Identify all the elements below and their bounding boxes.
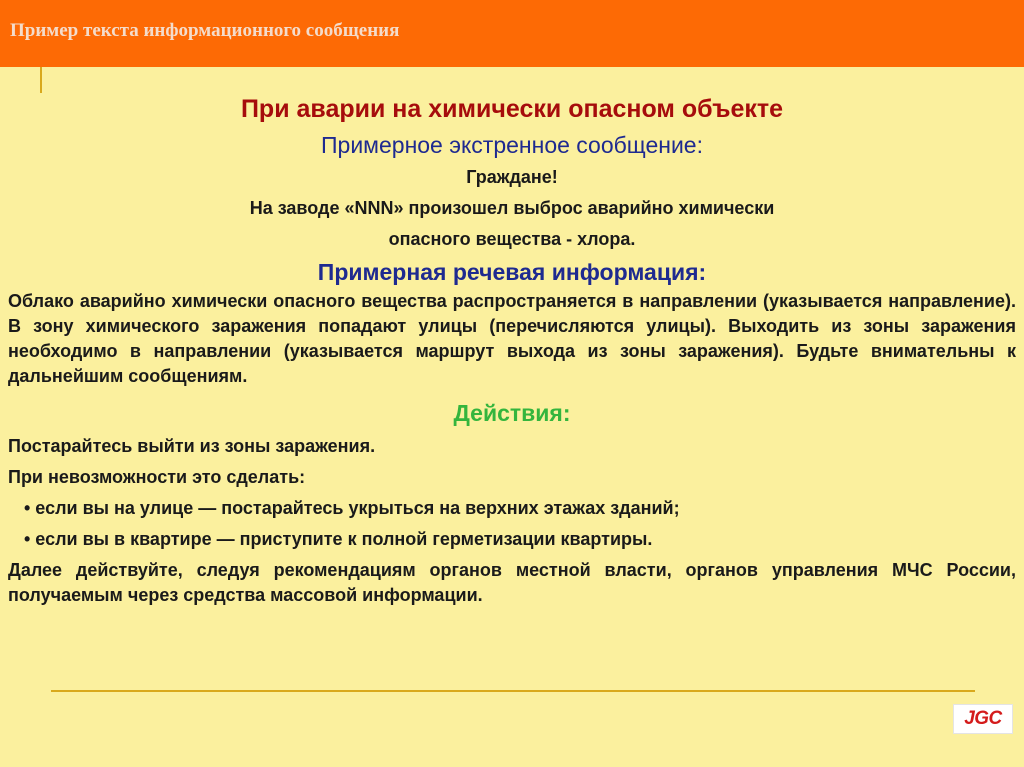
closing-text: Далее действуйте, следуя рекомендациям органов местной власти, органов управления МЧС России, получаемым через средства массовой информации. (8, 560, 1016, 605)
logo-text: JGC (964, 708, 1002, 729)
bullet-item-apartment: • если вы в квартире — приступите к полной герметизации квартиры. (24, 529, 653, 549)
main-heading: При аварии на химически опасном объекте (240, 95, 784, 123)
message-line-1: На заводе «NNN» произошел выброс аварийно химически (249, 198, 775, 218)
footer-divider (51, 690, 975, 692)
action-item-2: При невозможности это сделать: (8, 467, 306, 487)
header-bar (0, 0, 1024, 67)
action-item-1: Постарайтесь выйти из зоны заражения. (8, 436, 376, 456)
speech-info-title: Примерная речевая информация: (317, 259, 707, 285)
message-line-2: опасного вещества - хлора. (388, 229, 636, 249)
speech-info-text: Облако аварийно химически опасного вещества распространяется в направлении (указывается направление). В зону химического заражения попадают улицы (перечисляются улицы). Выходить из зоны заражения необходимо в направлении (указывается маршрут выхода из зоны заражения). Будьте внимательны к дальнейшим сообщениям. (8, 291, 1016, 386)
jgc-logo (953, 704, 1013, 734)
greeting-text: Граждане! (466, 167, 558, 187)
emergency-message-title: Примерное экстренное сообщение: (321, 132, 703, 158)
slide-header-title: Пример текста информационного сообщения (10, 20, 400, 41)
actions-title: Действия: (453, 400, 571, 426)
slide-content (8, 90, 1016, 608)
bullet-item-street: • если вы на улице — постарайтесь укрыться на верхних этажах зданий; (24, 498, 680, 518)
